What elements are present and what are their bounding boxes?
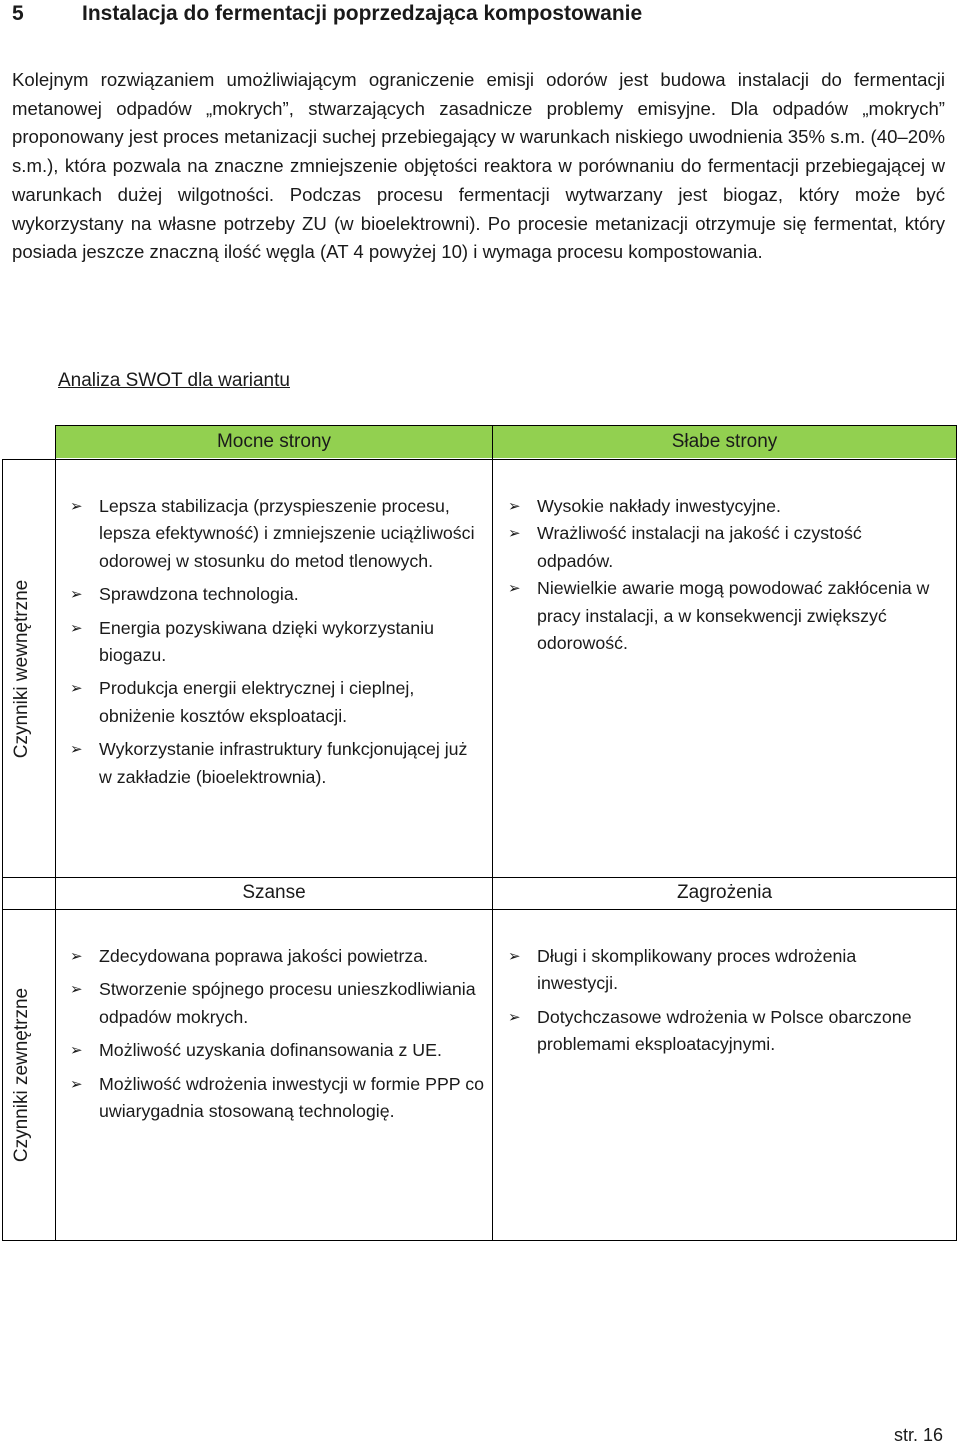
weaknesses-header bbox=[493, 426, 956, 458]
list-item: ➢ Niewielkie awarie mogą powodować zakłócenia w pracy instalacji, a w konsekwencji zwiększyć odorowość. bbox=[506, 575, 931, 657]
table-border bbox=[55, 425, 56, 1241]
strengths-header bbox=[56, 426, 492, 458]
section-title: Instalacja do fermentacji poprzedzająca kompostowanie bbox=[82, 2, 643, 25]
table-border bbox=[2, 459, 957, 460]
list-item: ➢ Możliwość uzyskania dofinansowania z UE. bbox=[68, 1037, 486, 1064]
swot-title: Analiza SWOT dla wariantu bbox=[58, 370, 290, 391]
arrow-bullet-icon: ➢ bbox=[70, 741, 83, 759]
strengths-header-label: Mocne strony bbox=[216, 431, 332, 452]
external-factors-label: Czynniki zewnętrzne bbox=[11, 987, 32, 1163]
list-item: ➢ Wykorzystanie infrastruktury funkcjonującej już w zakładzie (bioelektrownia). bbox=[68, 736, 478, 791]
body-paragraph: Kolejnym rozwiązaniem umożliwiającym ograniczenie emisji odorów jest budowa instalacji do fermentacji metanowej odpadów „mokrych”, stwarzających zasadnicze problemy emisyjne. Dla odpadów „mokrych” proponowany jest proces metanizacji suchej przebiegający w warunkach niskiego uwodnienia 35% s.m. (40–20% s.m.), która pozwala na znaczne zmniejszenie objętości reaktora w porównaniu do fermentacji przebiegającej w warunkach dużej wilgotności. Podczas procesu fermentacji wytwarzany jest biogaz, który może być wykorzystany na własne potrzeby ZU (w bioelektrowni). Po procesie metanizacji otrzymuje się fermentat, który posiada jeszcze znaczną ilość węgla (AT 4 powyżej 10) i wymaga procesu kompostowania. bbox=[12, 69, 945, 263]
arrow-bullet-icon: ➢ bbox=[508, 525, 521, 543]
list-item: ➢ Możliwość wdrożenia inwestycji w formie PPP co uwiarygadnia stosowaną technologię. bbox=[68, 1071, 486, 1126]
table-border bbox=[2, 459, 3, 1241]
arrow-bullet-icon: ➢ bbox=[70, 619, 83, 637]
list-item: ➢ Stworzenie spójnego procesu unieszkodliwiania odpadów mokrych. bbox=[68, 976, 486, 1031]
opportunities-list bbox=[68, 943, 486, 1131]
weaknesses-list bbox=[506, 493, 931, 657]
arrow-bullet-icon: ➢ bbox=[70, 948, 83, 965]
table-border bbox=[956, 425, 957, 1241]
list-item: ➢ Dotychczasowe wdrożenia w Polsce obarczone problemami eksploatacyjnymi. bbox=[506, 1004, 926, 1059]
threats-header-label: Zagrożenia bbox=[676, 881, 773, 903]
section-heading bbox=[12, 0, 952, 28]
arrow-bullet-icon: ➢ bbox=[70, 498, 83, 515]
list-item: ➢ Długi i skomplikowany proces wdrożenia inwestycji. bbox=[506, 943, 926, 998]
arrow-bullet-icon: ➢ bbox=[508, 498, 521, 515]
list-item: ➢ Lepsza stabilizacja (przyspieszenie procesu, lepsza efektywność) i zmniejszenie uciążliwości odorowej w stosunku do metod tlenowych. bbox=[68, 493, 478, 575]
list-item: ➢ Energia pozyskiwana dzięki wykorzystaniu biogazu. bbox=[68, 615, 478, 670]
table-border bbox=[2, 1240, 957, 1241]
arrow-bullet-icon: ➢ bbox=[70, 981, 83, 999]
arrow-bullet-icon: ➢ bbox=[70, 680, 83, 698]
table-border bbox=[56, 425, 957, 426]
arrow-bullet-icon: ➢ bbox=[70, 1042, 83, 1060]
arrow-bullet-icon: ➢ bbox=[508, 580, 521, 598]
arrow-bullet-icon: ➢ bbox=[70, 1075, 83, 1093]
table-border bbox=[2, 877, 957, 878]
table-border bbox=[492, 425, 493, 1241]
list-item: ➢ Wrażliwość instalacji na jakość i czystość odpadów. bbox=[506, 520, 931, 575]
strengths-list bbox=[68, 493, 478, 797]
list-item: ➢ Sprawdzona technologia. bbox=[68, 581, 478, 608]
internal-factors-label-cell bbox=[0, 460, 44, 877]
section-number: 5 bbox=[12, 2, 24, 25]
threats-list bbox=[506, 943, 926, 1065]
weaknesses-header-label: Słabe strony bbox=[671, 431, 778, 452]
external-factors-label-cell bbox=[0, 910, 44, 1240]
arrow-bullet-icon: ➢ bbox=[508, 948, 521, 965]
list-item: ➢ Wysokie nakłady inwestycyjne. bbox=[506, 493, 931, 520]
body-paragraph-block bbox=[12, 66, 945, 267]
list-item: ➢ Produkcja energii elektrycznej i cieplnej, obniżenie kosztów eksploatacji. bbox=[68, 675, 478, 730]
opportunities-header bbox=[56, 877, 492, 908]
threats-header bbox=[493, 877, 956, 908]
internal-factors-label: Czynniki wewnętrzne bbox=[11, 579, 32, 758]
arrow-bullet-icon: ➢ bbox=[70, 586, 83, 604]
page-number: str. 16 bbox=[893, 1425, 943, 1445]
table-border bbox=[2, 909, 957, 910]
opportunities-header-label: Szanse bbox=[242, 881, 306, 903]
list-item: ➢ Zdecydowana poprawa jakości powietrza. bbox=[68, 943, 486, 970]
arrow-bullet-icon: ➢ bbox=[508, 1008, 521, 1026]
